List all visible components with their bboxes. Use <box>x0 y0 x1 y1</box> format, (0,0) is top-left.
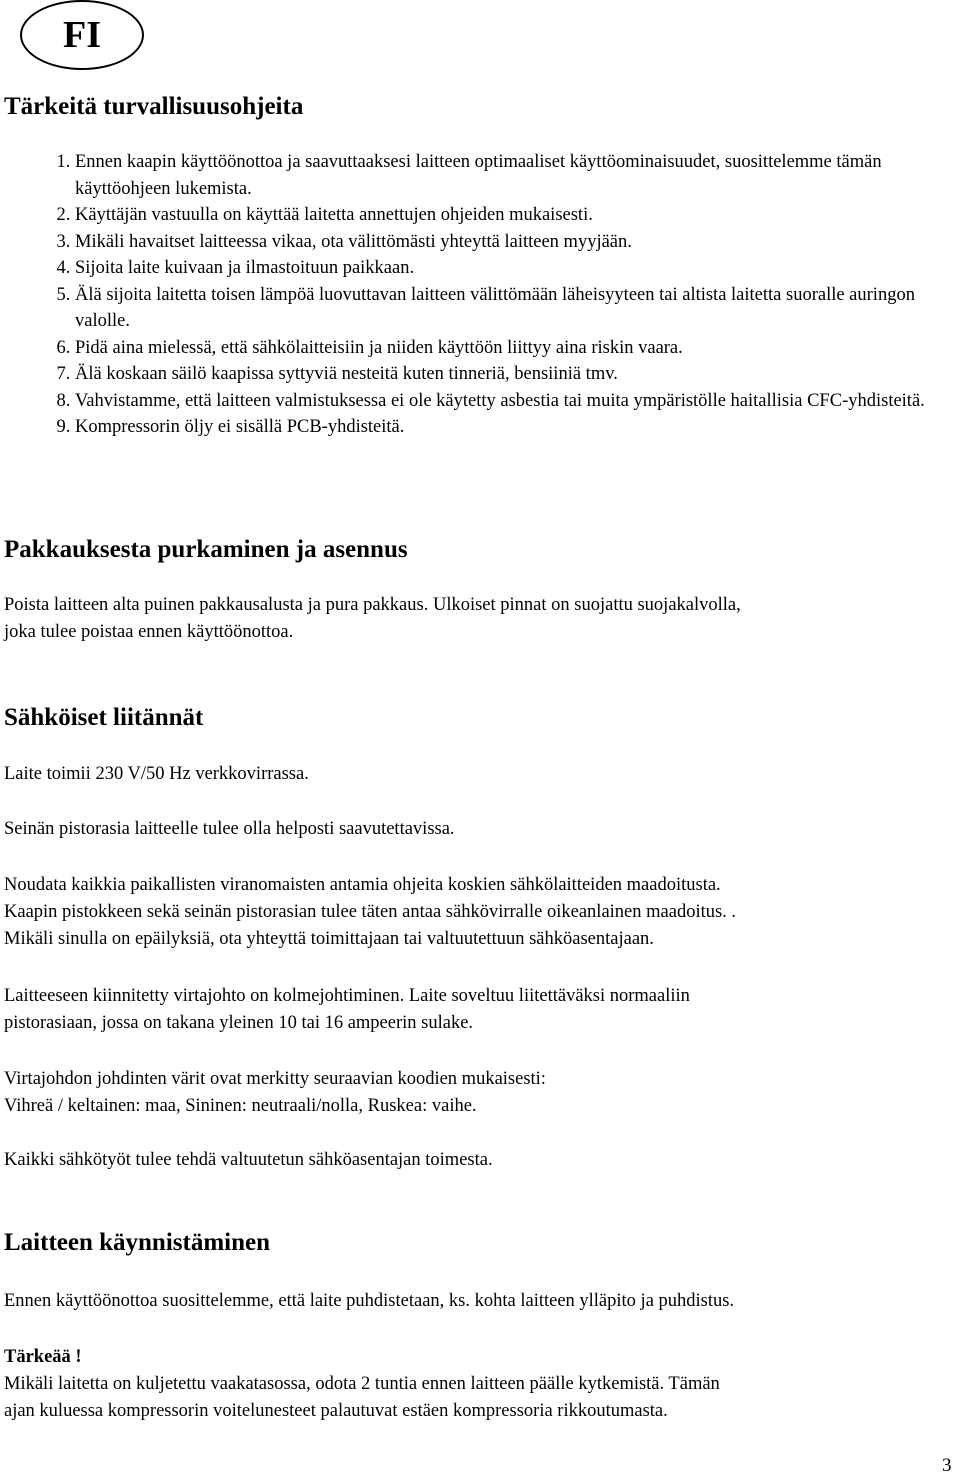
startup-cleaning: Ennen käyttöönottoa suosittelemme, että laite puhdistetaan, ks. kohta laitteen ylläpito ja puhdistus. <box>4 1291 735 1311</box>
list-item: 3. Mikäli havaitset laitteessa vikaa, ota välittömästi yhteyttä laitteen myyjään. <box>75 229 935 256</box>
startup-important <box>4 1344 954 1425</box>
unpacking-line-1: Poista laitteen alta puinen pakkausalusta ja pura pakkaus. Ulkoiset pinnat on suojattu suojakalvolla, <box>4 595 741 615</box>
electrical-title: Sähköiset liitännät <box>4 704 204 731</box>
language-badge: FI <box>20 0 144 70</box>
wire-colors-line-1: Virtajohdon johdinten värit ovat merkitty seuraavian koodien mukaisesti: <box>4 1069 546 1089</box>
unpacking-paragraph <box>4 592 954 646</box>
electrical-authorized: Kaikki sähkötyöt tulee tehdä valtuutetun sähköasentajan toimesta. <box>4 1150 493 1170</box>
electrical-grounding <box>4 872 954 953</box>
list-item: 4. Sijoita laite kuivaan ja ilmastoituun paikkaan. <box>75 255 935 282</box>
page-number: 3 <box>942 1455 952 1476</box>
list-item: 6. Pidä aina mielessä, että sähkölaitteisiin ja niiden käyttöön liittyy aina riskin vaara. <box>75 335 935 362</box>
important-label: Tärkeää ! <box>4 1347 82 1367</box>
list-item: 2. Käyttäjän vastuulla on käyttää laitetta annettujen ohjeiden mukaisesti. <box>75 202 935 229</box>
list-item: 9. Kompressorin öljy ei sisällä PCB-yhdisteitä. <box>75 414 935 441</box>
unpacking-title: Pakkauksesta purkaminen ja asennus <box>4 536 408 563</box>
startup-title: Laitteen käynnistäminen <box>4 1229 271 1256</box>
grounding-line-1: Noudata kaikkia paikallisten viranomaisten antamia ohjeita koskien sähkölaitteiden maadoitusta. <box>4 875 721 895</box>
electrical-cord <box>4 983 954 1037</box>
safety-list <box>0 149 935 441</box>
list-item: 7. Älä koskaan säilö kaapissa syttyviä nesteitä kuten tinneriä, bensiiniä tmv. <box>75 361 935 388</box>
wire-colors-line-2: Vihreä / keltainen: maa, Sininen: neutraali/nolla, Ruskea: vaihe. <box>4 1096 477 1116</box>
electrical-voltage: Laite toimii 230 V/50 Hz verkkovirrassa. <box>4 764 309 784</box>
list-item: 8. Vahvistamme, että laitteen valmistuksessa ei ole käytetty asbestia tai muita ympäristölle haitallisia CFC-yhdisteitä. <box>75 388 935 415</box>
cord-line-2: pistorasiaan, jossa on takana yleinen 10 tai 16 ampeerin sulake. <box>4 1013 474 1033</box>
grounding-line-2: Kaapin pistokkeen sekä seinän pistorasian tulee täten antaa sähkövirralle oikeanlainen maadoitus. . <box>4 902 737 922</box>
unpacking-line-2: joka tulee poistaa ennen käyttöönottoa. <box>4 622 294 642</box>
list-item: 1. Ennen kaapin käyttöönottoa ja saavuttaaksesi laitteen optimaaliset käyttöominaisuudet, suosittelemme tämän käyttöohjeen lukemista. <box>75 149 935 202</box>
list-item: 5. Älä sijoita laitetta toisen lämpöä luovuttavan laitteen välittömään läheisyyteen tai altista laitetta suoralle auringon valolle. <box>75 282 935 335</box>
important-line-2: ajan kuluessa kompressorin voitelunesteet palautuvat estäen kompressoria rikkoutumasta. <box>4 1401 668 1421</box>
electrical-socket: Seinän pistorasia laitteelle tulee olla helposti saavutettavissa. <box>4 819 455 839</box>
cord-line-1: Laitteeseen kiinnitetty virtajohto on kolmejohtiminen. Laite soveltuu liitettäväksi normaaliin <box>4 986 690 1006</box>
important-line-1: Mikäli laitetta on kuljetettu vaakatasossa, odota 2 tuntia ennen laitteen päälle kytkemistä. Tämän <box>4 1374 720 1394</box>
electrical-wire-colors <box>4 1066 954 1120</box>
grounding-line-3: Mikäli sinulla on epäilyksiä, ota yhteyttä toimittajaan tai valtuutettuun sähköasentajaan. <box>4 929 654 949</box>
safety-title: Tärkeitä turvallisuusohjeita <box>4 93 304 120</box>
